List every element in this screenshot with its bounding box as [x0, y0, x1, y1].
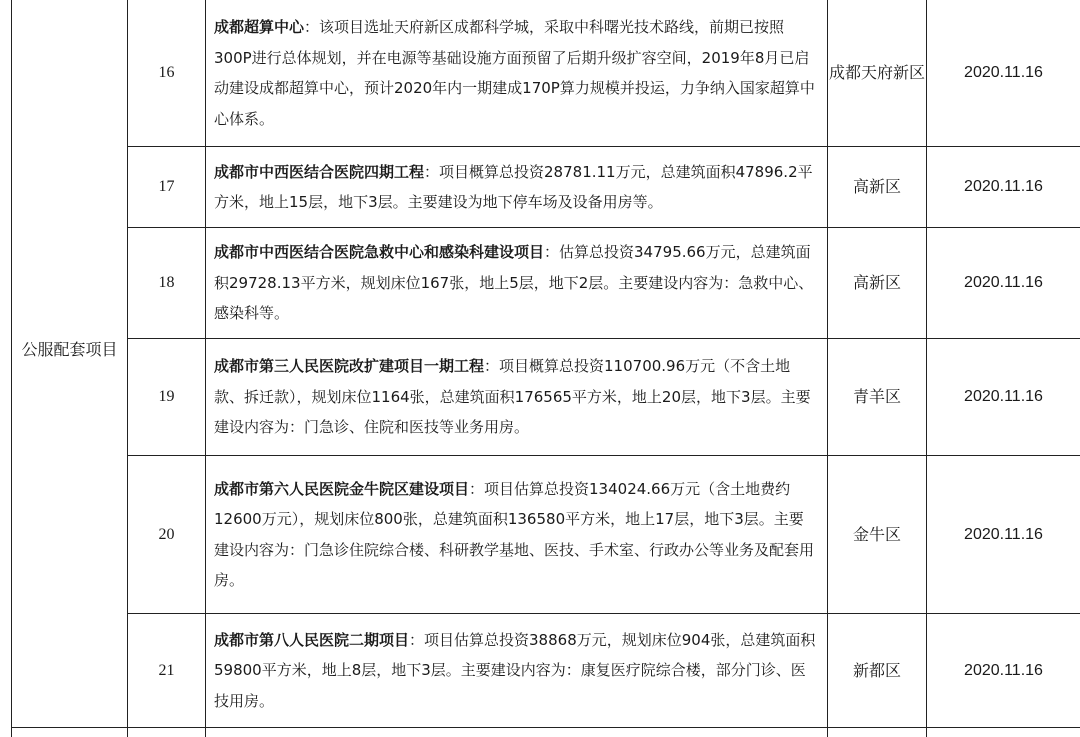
project-description [214, 228, 818, 338]
project-details: ：该项目选址天府新区成都科学城，采取中科曙光技术路线，前期已按照300P进行总体规划，并在电源等基础设施方面预留了后期升级扩容空间，2019年8月已启动建设成都超算中心，预计2020年内一期建成170P算力规模并投运，力争纳入国家超算中心体系。 [214, 18, 815, 128]
table-row [0, 614, 1080, 727]
project-details: ：估算总投资34795.66万元，总建筑面积29728.13平方米，规划床位167张，地上5层，地下2层。主要建设内容为：急救中心、感染科等。 [214, 243, 814, 323]
district-cell: 新都区 [852, 660, 901, 680]
project-title: 成都市中西医结合医院四期工程 [214, 162, 425, 181]
date-cell: 2020.11.16 [964, 178, 1043, 195]
project-description [214, 339, 818, 455]
project-description [214, 0, 818, 146]
table-row [0, 339, 1080, 455]
row-number: 21 [158, 661, 175, 679]
table-row [0, 228, 1080, 338]
district-cell: 高新区 [852, 273, 901, 292]
project-details: ：项目概算总投资28781.11万元，总建筑面积47896.2平方米，地上15层，地下3层。主要建设为地下停车场及设备用房等。 [214, 162, 813, 211]
row-number: 16 [158, 64, 175, 81]
project-details: ：项目估算总投资134024.66万元（含土地费约12600万元），规划床位800张，总建筑面积136580平方米，地上17层，地下3层。主要建设内容为：门急诊住院综合楼、科研教学基地、医技、手术室、行政办公等业务及配套用房。 [214, 479, 815, 589]
date-cell: 2020.11.16 [964, 525, 1043, 543]
date-cell: 2020.11.16 [964, 64, 1043, 81]
project-title: 成都市中西医结合医院急救中心和感染科建设项目 [214, 243, 545, 262]
project-title: 成都市第六人民医院金牛院区建设项目 [214, 479, 470, 498]
row-number: 19 [158, 388, 175, 405]
row-number: 17 [158, 178, 175, 195]
project-details: ：项目估算总投资38868万元，规划床位904张，总建筑面积59800平方米，地上8层，地下3层。主要建设内容为：康复医疗院综合楼，部分门诊、医技用房。 [214, 630, 816, 710]
project-description [214, 147, 818, 227]
date-cell: 2020.11.16 [964, 388, 1043, 405]
table-row [0, 456, 1080, 613]
district-cell: 金牛区 [852, 524, 901, 544]
district-cell: 青羊区 [852, 387, 901, 406]
category-cell: 公服配套项目 [21, 340, 118, 359]
table-row [0, 147, 1080, 227]
table-row [0, 0, 1080, 146]
district-cell: 成都天府新区 [828, 63, 925, 82]
project-title: 成都市第三人民医院改扩建项目一期工程 [214, 357, 485, 376]
project-title: 成都超算中心 [214, 18, 305, 36]
date-cell: 2020.11.16 [964, 661, 1043, 679]
date-cell: 2020.11.16 [964, 274, 1043, 291]
project-details: ：项目概算总投资110700.96万元（不含土地款、拆迁款），规划床位1164张，总建筑面积176565平方米，地上20层，地下3层。主要建设内容为：门急诊、住院和医技等业务用房。 [214, 357, 811, 437]
project-description [214, 456, 818, 613]
district-cell: 高新区 [852, 177, 901, 196]
project-title: 成都市第八人民医院二期项目 [214, 630, 410, 649]
row-divider [11, 727, 1080, 728]
row-number: 20 [158, 525, 175, 543]
row-number: 18 [158, 274, 175, 291]
project-description [214, 614, 818, 727]
